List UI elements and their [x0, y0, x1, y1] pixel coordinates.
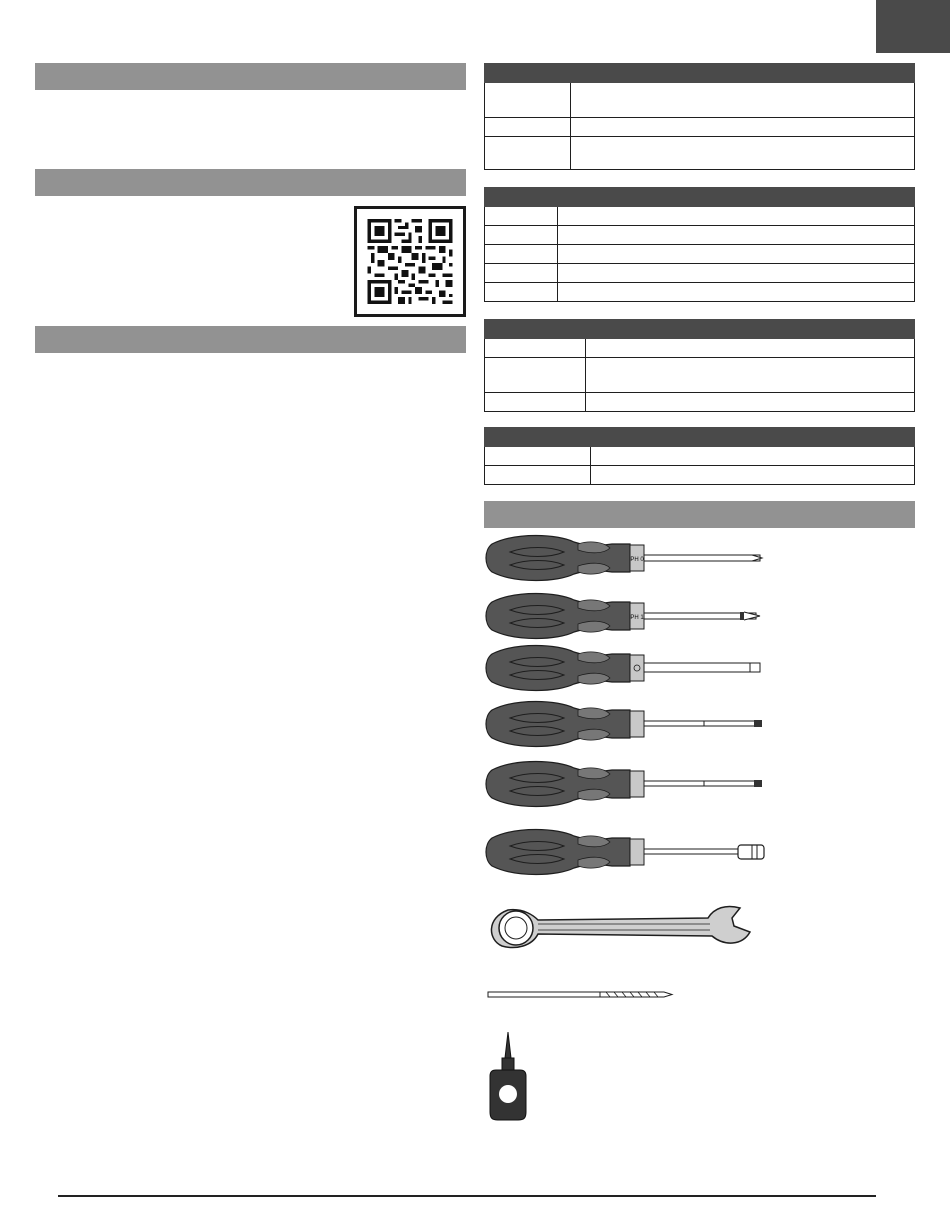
section-header-2	[35, 169, 466, 196]
table-cell	[586, 339, 915, 358]
drill-bit-icon	[488, 992, 672, 997]
qr-code[interactable]	[354, 206, 466, 317]
table-row	[485, 118, 915, 137]
table-title	[485, 428, 915, 447]
table-row	[485, 137, 915, 170]
spec-table-1	[484, 63, 915, 170]
table-row	[485, 393, 915, 412]
table-row	[485, 245, 915, 264]
table-row	[485, 339, 915, 358]
tool-tip-label: PH 0	[630, 557, 644, 563]
phillips-screwdriver-icon	[486, 594, 760, 639]
table-title	[485, 320, 915, 339]
page-tab	[876, 0, 950, 53]
table-cell	[485, 283, 558, 302]
flat-screwdriver-icon	[486, 646, 760, 691]
table-row	[485, 447, 915, 466]
qr-code-icon	[367, 219, 453, 304]
table-cell	[586, 358, 915, 393]
hex-driver-icon	[486, 702, 762, 747]
table-cell	[571, 83, 915, 118]
table-cell	[485, 207, 558, 226]
table-cell	[485, 447, 591, 466]
table-cell	[485, 137, 571, 170]
table-row	[485, 466, 915, 485]
table-row	[485, 264, 915, 283]
table-cell	[485, 83, 571, 118]
nut-driver-icon	[486, 830, 764, 875]
combination-wrench-icon	[491, 906, 750, 947]
table-cell	[485, 393, 586, 412]
footer-rule	[58, 1195, 876, 1197]
table-cell	[485, 118, 571, 137]
table-cell	[558, 283, 915, 302]
table-cell	[571, 118, 915, 137]
table-cell	[485, 245, 558, 264]
table-row	[485, 83, 915, 118]
table-cell	[591, 447, 915, 466]
hex-driver-icon	[486, 762, 762, 807]
spec-table-4	[484, 427, 915, 485]
tools-illustration	[484, 528, 784, 1128]
threadlock-bottle-icon	[490, 1032, 526, 1120]
table-cell	[485, 466, 591, 485]
table-title	[485, 64, 915, 83]
table-cell	[485, 226, 558, 245]
table-cell	[558, 245, 915, 264]
tools-header	[484, 501, 915, 528]
table-cell	[571, 137, 915, 170]
phillips-screwdriver-icon	[486, 536, 762, 581]
table-row	[485, 358, 915, 393]
table-cell	[485, 339, 586, 358]
table-cell	[485, 358, 586, 393]
table-row	[485, 207, 915, 226]
table-title	[485, 188, 915, 207]
table-cell	[586, 393, 915, 412]
table-cell	[558, 207, 915, 226]
table-cell	[558, 226, 915, 245]
section-header-1	[35, 63, 466, 90]
table-cell	[485, 264, 558, 283]
table-row	[485, 226, 915, 245]
table-row	[485, 283, 915, 302]
section-header-3	[35, 326, 466, 353]
spec-table-2	[484, 187, 915, 302]
spec-table-3	[484, 319, 915, 412]
table-cell	[558, 264, 915, 283]
table-cell	[591, 466, 915, 485]
tool-tip-label: PH 1	[630, 615, 644, 621]
